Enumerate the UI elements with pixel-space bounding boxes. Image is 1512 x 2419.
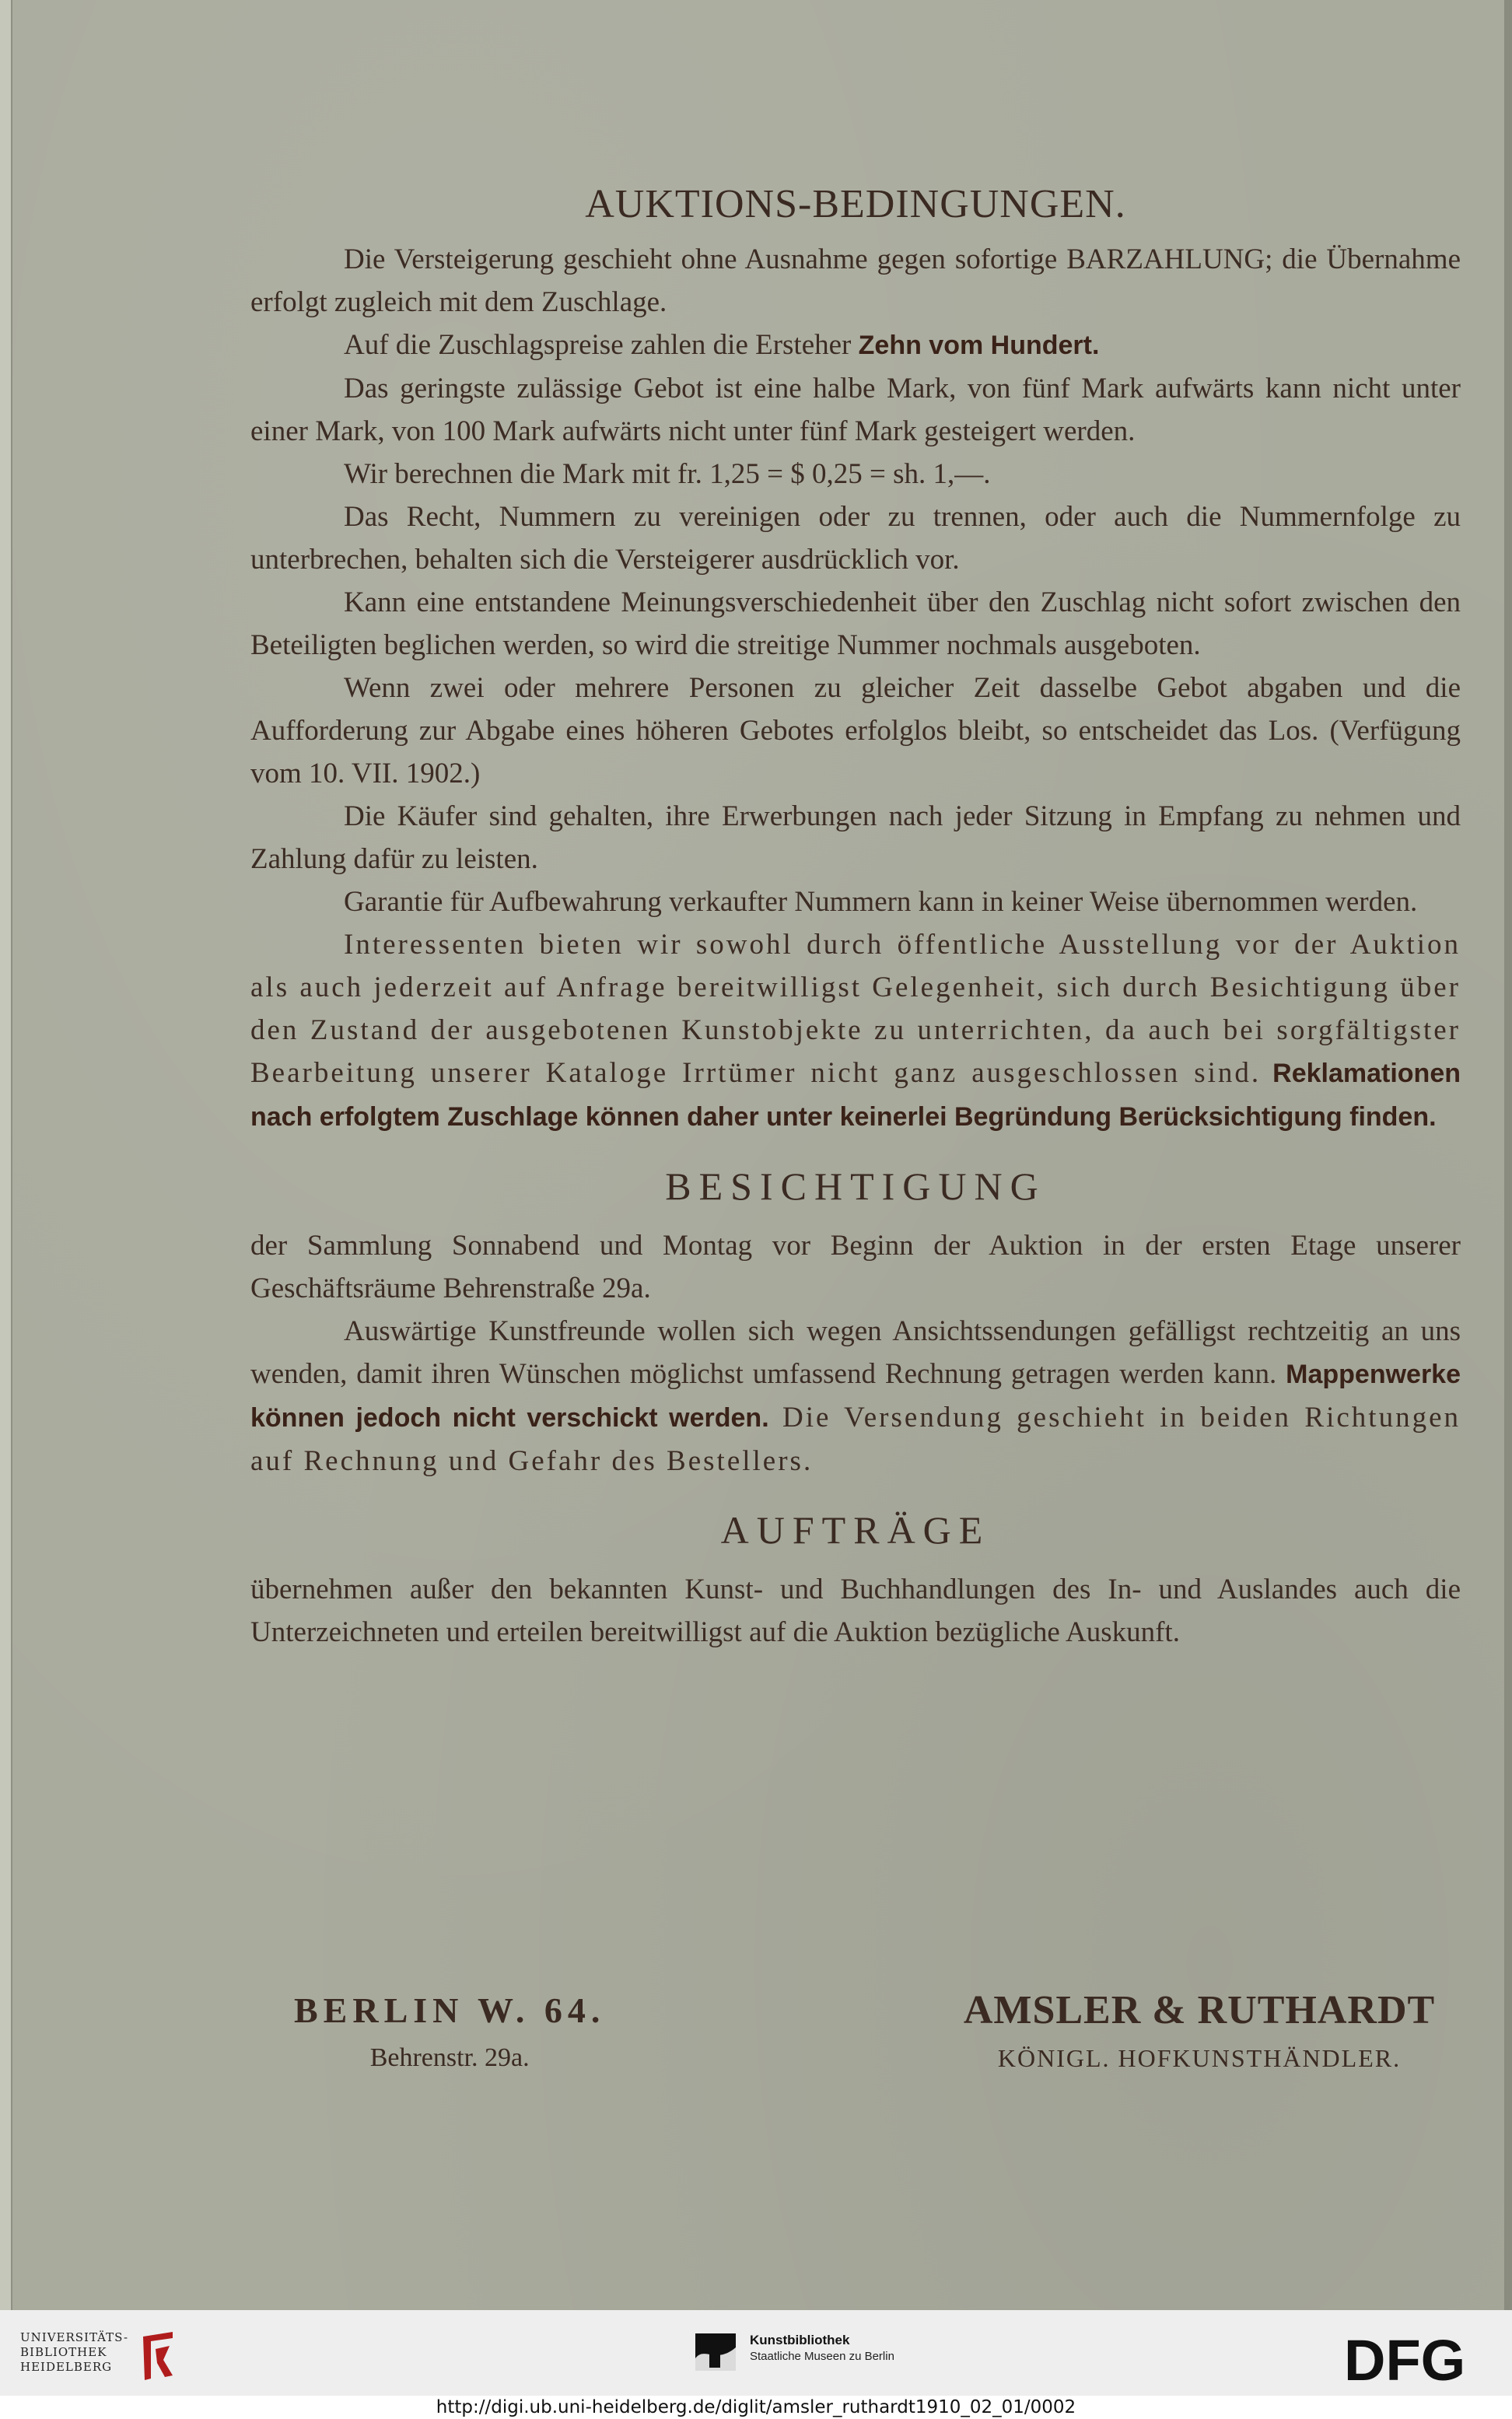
paragraph-nummern: Das Recht, Nummern zu vereinigen oder zu trennen, oder auch die Nummernfolge zu unterbrechen, behalten sich die Versteigerer ausdrücklich vor. xyxy=(250,501,1461,576)
firm-name: AMSLER & RUTHARDT xyxy=(963,1988,1436,2032)
paragraph-interessenten: Interessenten bieten wir sowohl durch öffentliche Ausstellung vor der Auktion als auch jederzeit auf Anfrage bereitwilligst Gelegenheit, sich durch Besichtigung über den Zustand der ausgebotenen Kunstobjekte zu unterrichten, da auch bei sorgfältigster Bearbeitung unserer Kataloge Irrtümer nicht ganz ausgeschlossen sind. Reklamationen nach erfolgtem Zuschlage können daher unter keinerlei Begründung Berücksichtigung finden. xyxy=(250,929,1461,1132)
firm-block xyxy=(927,1987,1472,2078)
dfg-logo-icon[interactable] xyxy=(1344,2332,1492,2386)
paragraph-los: Wenn zwei oder mehrere Personen zu gleicher Zeit dasselbe Gebot abgaben und die Aufforderung zur Abgabe eines höheren Gebotes erfolglos bleibt, so entscheidet das Los. (Verfügung vom 10. VII. 1902.) xyxy=(250,672,1461,789)
paragraph-gebot: Das geringste zulässige Gebot ist eine halbe Mark, von fünf Mark aufwärts kann nicht unter einer Mark, von 100 Mark aufwärts nicht unter fünf Mark gesteigert werden. xyxy=(250,373,1461,447)
paragraph-versendung: Auswärtige Kunstfreunde wollen sich wegen Ansichtssendungen gefälligst rechtzeitig an uns wenden, damit ihren Wünschen möglichst umfassend Rechnung getragen werden kann. Mappenwerke können jedoch nicht verschickt werden. Die Versendung geschieht in beiden Richtungen auf Rechnung und Gefahr des Bestellers. xyxy=(250,1315,1461,1477)
document-title: AUKTIONS-BEDINGUNGEN. xyxy=(585,182,1126,226)
bold-mappenwerke: Mappenwerke können jedoch nicht verschickt werden. xyxy=(250,1360,1461,1433)
paragraph-barzahlung: Die Versteigerung geschieht ohne Ausnahme gegen sofortige BARZAHLUNG; die Übernahme erfolgt zugleich mit dem Zuschlage. xyxy=(250,243,1461,318)
paragraph-zuschlagspreise: Auf die Zuschlagspreise zahlen die Ersteher Zehn vom Hundert. xyxy=(344,329,1100,361)
document-body xyxy=(250,177,1461,1654)
kunstbibliothek-text: Kunstbibliothek Staatliche Museen zu Berlin xyxy=(750,2333,894,2363)
page-url[interactable]: http://digi.ub.uni-heidelberg.de/diglit/amsler_ruthardt1910_02_01/0002 xyxy=(0,2396,1512,2419)
heading-auftraege: AUFTRÄGE xyxy=(720,1508,991,1552)
ub-heidelberg-logo-icon[interactable] xyxy=(138,2329,180,2383)
ub-heidelberg-text: UNIVERSITÄTS- BIBLIOTHEK HEIDELBERG xyxy=(20,2330,129,2374)
firm-subtitle: KÖNIGL. HOFKUNSTHÄNDLER. xyxy=(997,2044,1402,2072)
city-line: BERLIN W. 64. xyxy=(294,1990,606,2030)
bold-zehn-vom-hundert: Zehn vom Hundert. xyxy=(858,331,1100,360)
kunstbibliothek-logo-icon[interactable] xyxy=(694,2330,737,2374)
paragraph-meinungsverschiedenheit: Kann eine entstandene Meinungsverschiedenheit über den Zuschlag nicht sofort zwischen den Beteiligten beglichen werden, so wird die streitige Nummer nochmals ausgeboten. xyxy=(250,586,1461,661)
paragraph-auftraege: übernehmen außer den bekannten Kunst- und Buchhandlungen des In- und Auslandes auch die Unterzeichneten und erteilen bereitwilligst auf die Auktion bezügliche Auskunft. xyxy=(250,1574,1461,1648)
bold-reklamationen: Reklamationen nach erfolgtem Zuschlage können daher unter keinerlei Begründung Berücksichtigung finden. xyxy=(250,1059,1461,1132)
paragraph-besichtigung: der Sammlung Sonnabend und Montag vor Beginn der Auktion in der ersten Etage unserer Geschäftsräume Behrenstraße 29a. xyxy=(250,1230,1461,1304)
heading-besichtigung: BESICHTIGUNG xyxy=(665,1164,1046,1208)
dfg-logo-text: DFG xyxy=(1344,2332,1466,2386)
page-right-edge xyxy=(1504,0,1512,2310)
signature-block xyxy=(250,1987,1461,2081)
page-left-edge xyxy=(0,0,12,2310)
paragraph-mark-rate: Wir berechnen die Mark mit fr. 1,25 = $ 0,25 = sh. 1,—. xyxy=(344,458,991,490)
street-line: Behrenstr. 29a. xyxy=(369,2043,530,2072)
paragraph-kaeufer: Die Käufer sind gehalten, ihre Erwerbungen nach jeder Sitzung in Empfang zu nehmen und Zahlung dafür zu leisten. xyxy=(250,800,1461,875)
paragraph-garantie: Garantie für Aufbewahrung verkaufter Nummern kann in keiner Weise übernommen werden. xyxy=(344,886,1418,918)
address-block xyxy=(294,1987,605,2078)
